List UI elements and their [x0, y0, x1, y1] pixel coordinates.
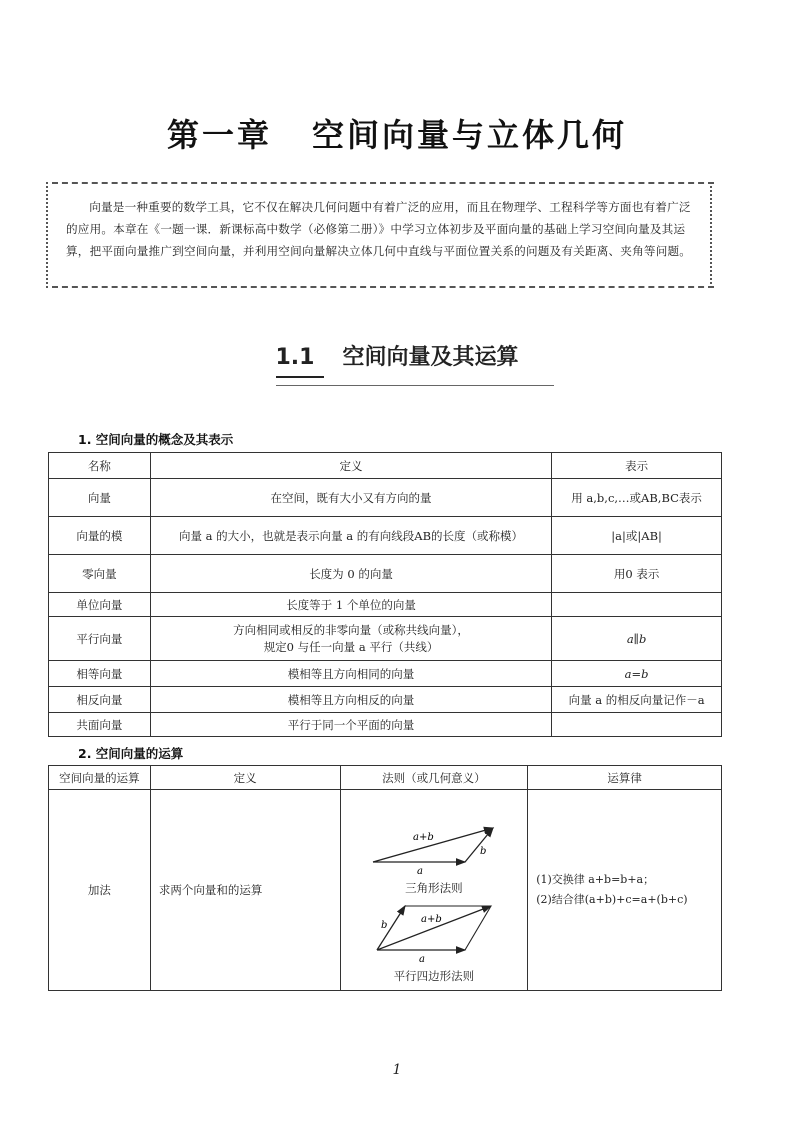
row-name: 平行向量: [49, 617, 151, 661]
law-commutative: (1)交换律 a+b=b+a；: [536, 873, 655, 886]
chapter-number: 第一章: [166, 116, 272, 154]
row-name: 单位向量: [49, 593, 151, 617]
row-repr: [552, 593, 722, 617]
operation-table: [48, 765, 722, 991]
vector-b-line: [465, 828, 493, 862]
row-def: 模相等且方向相同的向量: [150, 661, 551, 687]
row-def: 平行于同一个平面的向量: [150, 713, 551, 737]
header-op: 空间向量的运算: [49, 766, 151, 790]
section-heading: [0, 340, 794, 378]
header-def: 定义: [150, 766, 340, 790]
row-repr: |a|或|AB|: [552, 517, 722, 555]
row-repr: 用 a,b,c,…或AB,BC表示: [552, 479, 722, 517]
row-def: 在空间，既有大小又有方向的量: [150, 479, 551, 517]
row-name: 共面向量: [49, 713, 151, 737]
row-repr: 用0 表示: [552, 555, 722, 593]
table-row: [49, 713, 722, 737]
row-def: 向量 a 的大小，也就是表示向量 a 的有向线段AB的长度（或称模）: [150, 517, 551, 555]
row-repr: a∥b: [552, 617, 722, 661]
header-repr: 表示: [552, 453, 722, 479]
intro-box: [52, 182, 714, 288]
label-b: b: [479, 846, 486, 857]
concept-table: [48, 452, 722, 737]
label-sum2: a+b: [420, 914, 442, 925]
op-def: 求两个向量和的运算: [150, 790, 340, 991]
section-title: 空间向量及其运算: [342, 345, 519, 370]
row-name: 相反向量: [49, 687, 151, 713]
op-name: 加法: [49, 790, 151, 991]
header-name: 名称: [49, 453, 151, 479]
label-sum: a+b: [412, 832, 434, 843]
rule-figure-cell: [340, 790, 528, 991]
triangle-rule-caption: 三角形法则: [405, 881, 463, 895]
header-def: 定义: [150, 453, 551, 479]
row-name: 向量: [49, 479, 151, 517]
row-repr: 向量 a 的相反向量记作－a: [552, 687, 722, 713]
table-row: [49, 617, 722, 661]
row-def: 模相等且方向相反的向量: [150, 687, 551, 713]
label-b2: b: [380, 920, 387, 931]
chapter-title: [0, 110, 794, 156]
parallelogram-rule-caption: 平行四边形法则: [393, 969, 475, 983]
row-def-note: 规定0 与任一向量 a 平行（共线）: [263, 639, 439, 654]
intro-text: 向量是一种重要的数学工具，它不仅在解决几何问题中有着广泛的应用，而且在物理学、工程科学等方面也有着广泛的应用。本章在《一题一课．新课标高中数学（必修第二册）》中学习立体初步及平面向量的基础上学习空间向量及其运算，把平面向量推广到空间向量，并利用空间向量解决立体几何中直线与平面位置关系的问题及有关距离、夹角等问题。: [66, 200, 692, 258]
table-row: [49, 555, 722, 593]
table1-heading: 1. 空间向量的概念及其表示: [78, 432, 234, 447]
label-a: a: [416, 866, 423, 877]
row-def: 长度等于 1 个单位的向量: [150, 593, 551, 617]
row-repr: a=b: [552, 661, 722, 687]
vector-sum2-line: [377, 906, 491, 950]
header-rule: 法则（或几何意义）: [340, 766, 528, 790]
section-number: 1.1: [276, 345, 325, 378]
table-row: [49, 479, 722, 517]
table-row: [49, 661, 722, 687]
row-def-cell: [150, 617, 551, 661]
table-row: [49, 687, 722, 713]
table2-heading: 2. 空间向量的运算: [78, 746, 184, 761]
page-number: 1: [392, 1062, 402, 1078]
table-row: [49, 790, 722, 991]
row-name: 零向量: [49, 555, 151, 593]
row-def: 长度为 0 的向量: [150, 555, 551, 593]
law-cell: [528, 790, 722, 991]
row-def: 方向相同或相反的非零向量（或称共线向量），: [233, 622, 469, 637]
row-name: 相等向量: [49, 661, 151, 687]
law-associative: (2)结合律(a+b)+c=a+(b+c): [536, 893, 688, 906]
row-repr: [552, 713, 722, 737]
label-a2: a: [418, 954, 425, 965]
header-law: 运算律: [528, 766, 722, 790]
table-row: [49, 593, 722, 617]
row-name: 向量的模: [49, 517, 151, 555]
chapter-name: 空间向量与立体几何: [312, 116, 628, 154]
para-side-right: [465, 906, 491, 950]
table-row: [49, 517, 722, 555]
